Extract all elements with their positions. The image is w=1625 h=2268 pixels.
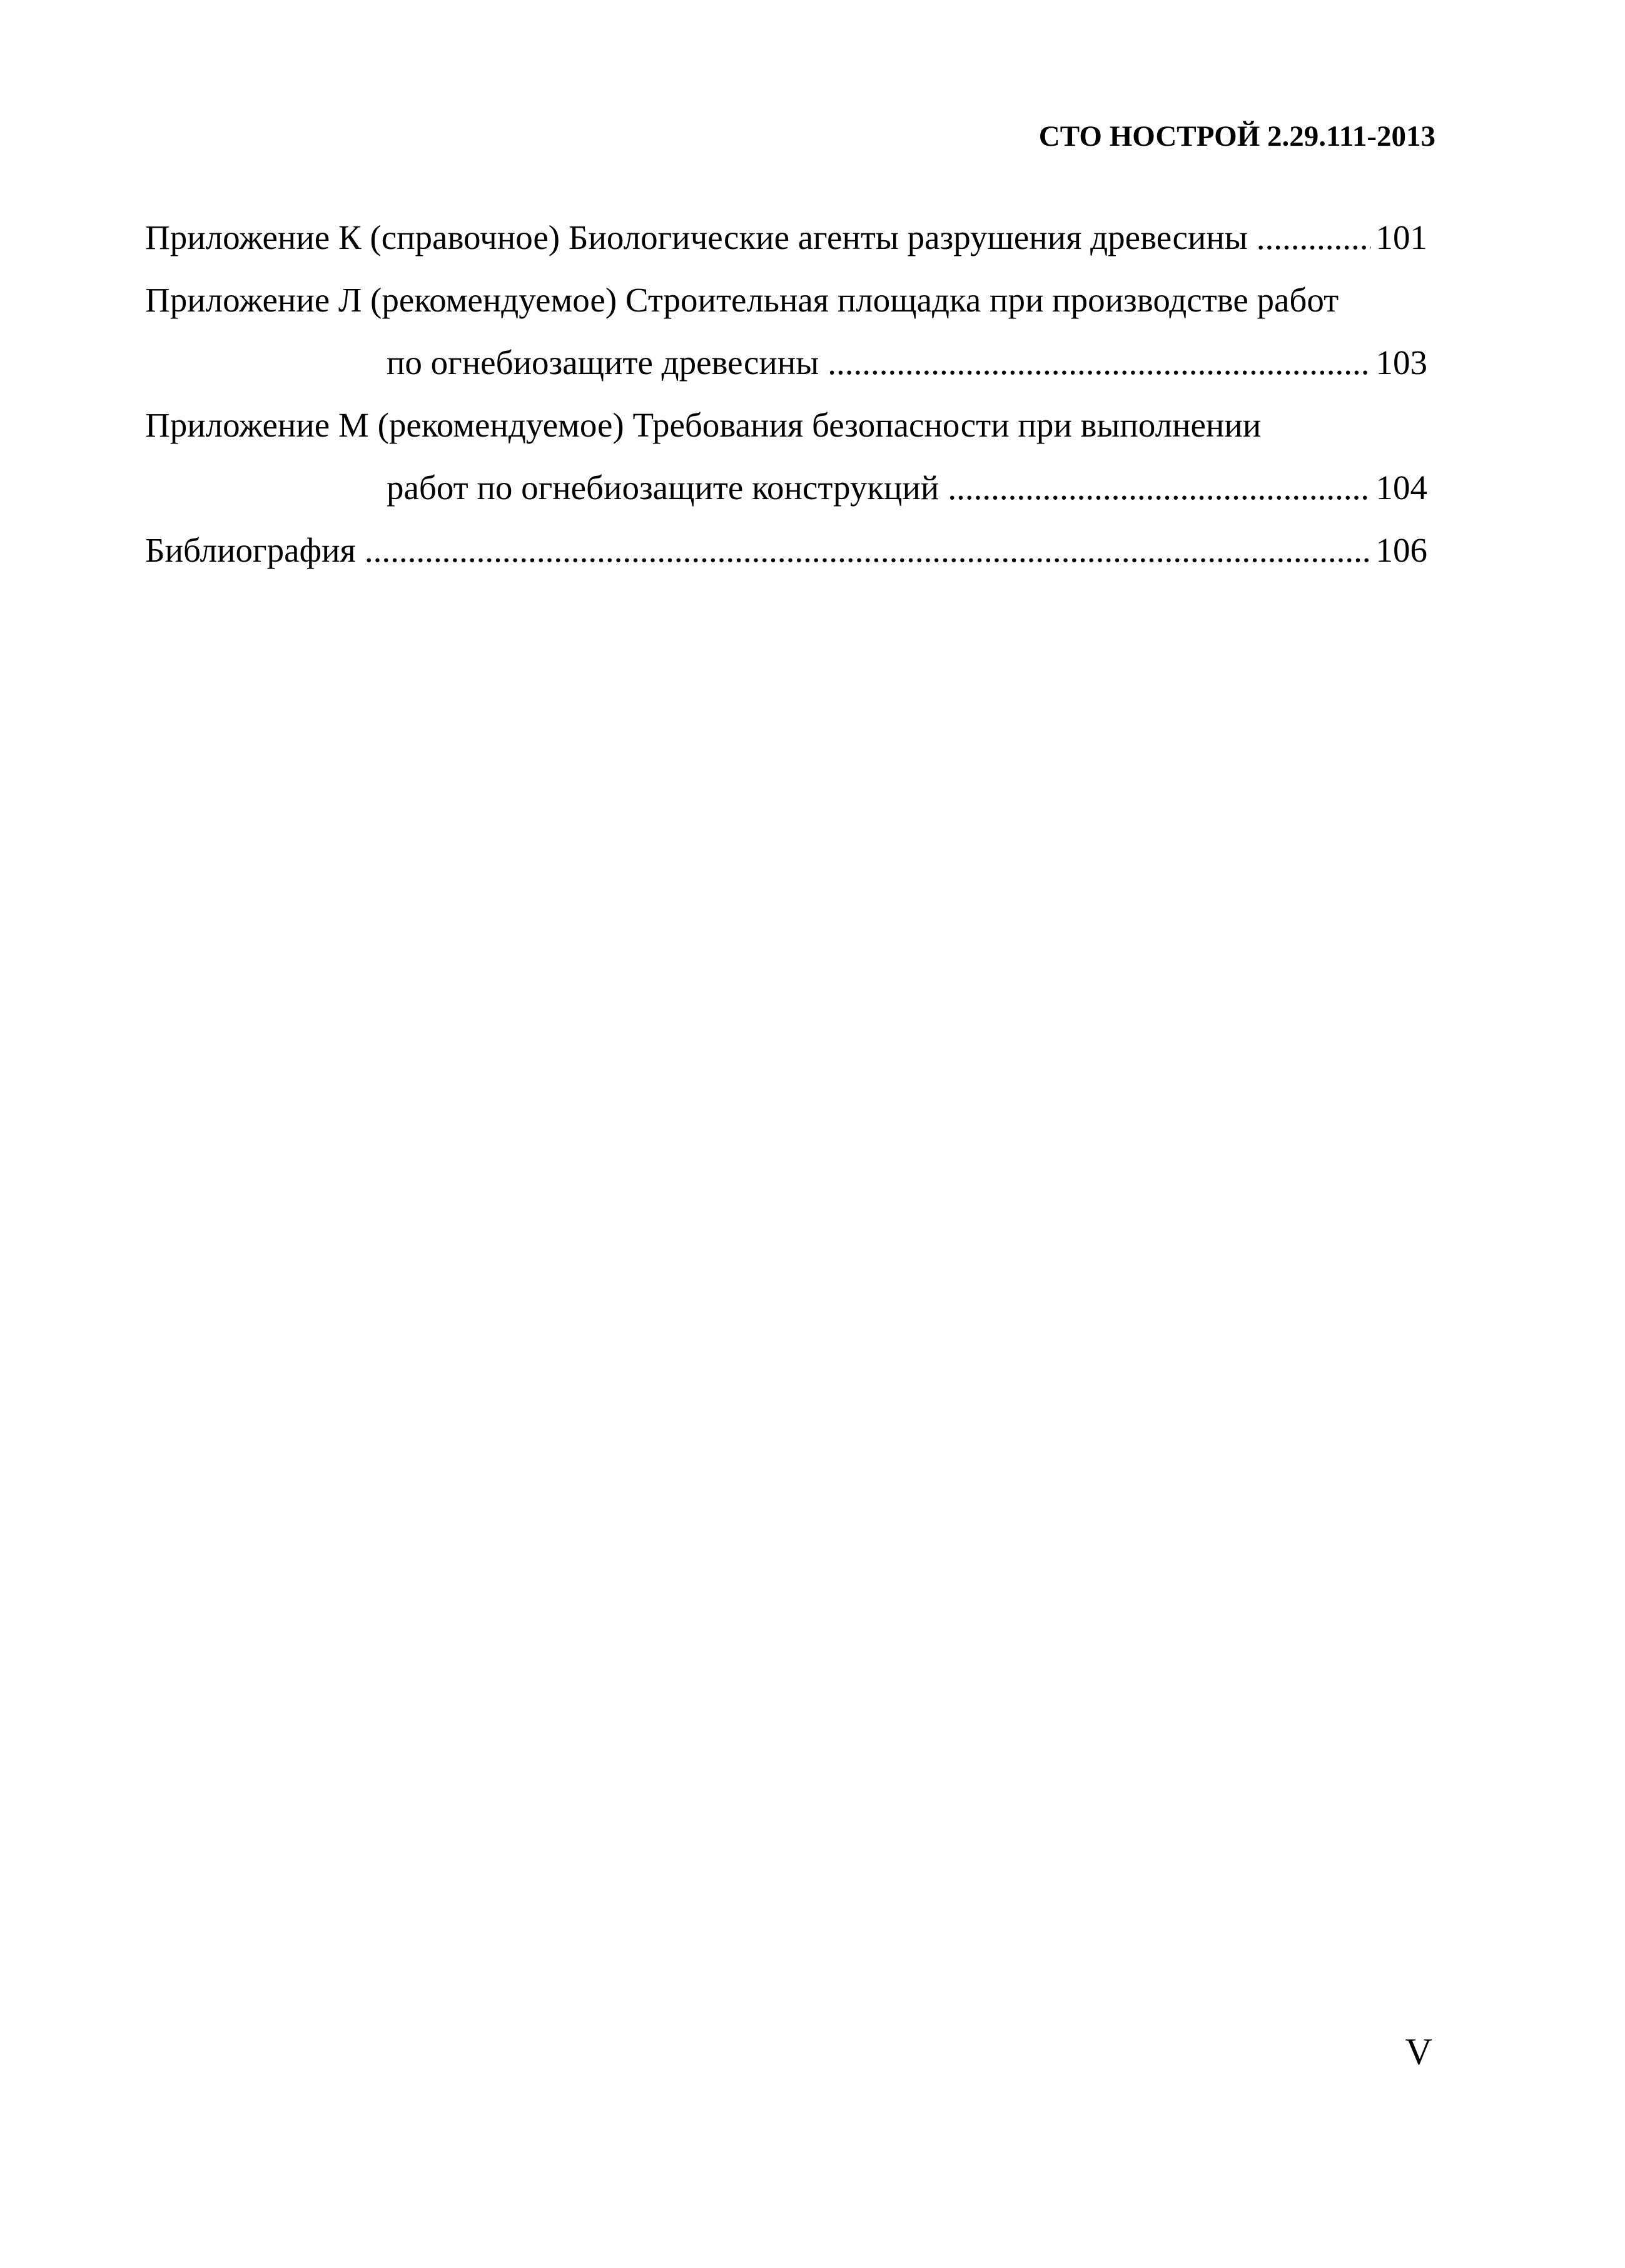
page-number: V [1405, 2031, 1432, 2072]
toc-entry-title-continuation: по огнебиозащите древесины [387, 343, 819, 382]
toc-entry-appendix-m-continuation[interactable] [145, 457, 1427, 519]
toc-entry-title: Библиография [145, 531, 356, 569]
toc-entry-appendix-m[interactable] [145, 394, 1427, 457]
toc-entry-title: Приложение К (справочное) Биологические агенты разрушения древесины [145, 218, 1248, 256]
toc-entry-title-continuation: работ по огнебиозащите конструкций [387, 468, 939, 507]
toc-dot-leader [1257, 206, 1371, 269]
toc-entry-page: 106 [1375, 531, 1427, 569]
toc-dot-leader [828, 332, 1370, 394]
toc-entry-appendix-l[interactable] [145, 269, 1427, 332]
toc-entry-appendix-l-continuation[interactable] [145, 332, 1427, 394]
toc-entry-bibliography[interactable] [145, 519, 1427, 582]
toc-entry-page: 103 [1375, 343, 1427, 382]
toc-entry-appendix-k[interactable] [145, 206, 1427, 269]
toc-entry-title: Приложение М (рекомендуемое) Требования безопасности при выполнении [145, 406, 1262, 444]
toc-dot-leader [948, 457, 1370, 519]
toc-entry-page: 101 [1375, 218, 1427, 256]
toc-dot-leader [365, 519, 1371, 582]
toc-entry-page: 104 [1375, 468, 1427, 507]
document-code-header: СТО НОСТРОЙ 2.29.111-2013 [1038, 120, 1435, 153]
table-of-contents [145, 206, 1427, 582]
toc-entry-title: Приложение Л (рекомендуемое) Строительная площадка при производстве работ [145, 281, 1339, 319]
